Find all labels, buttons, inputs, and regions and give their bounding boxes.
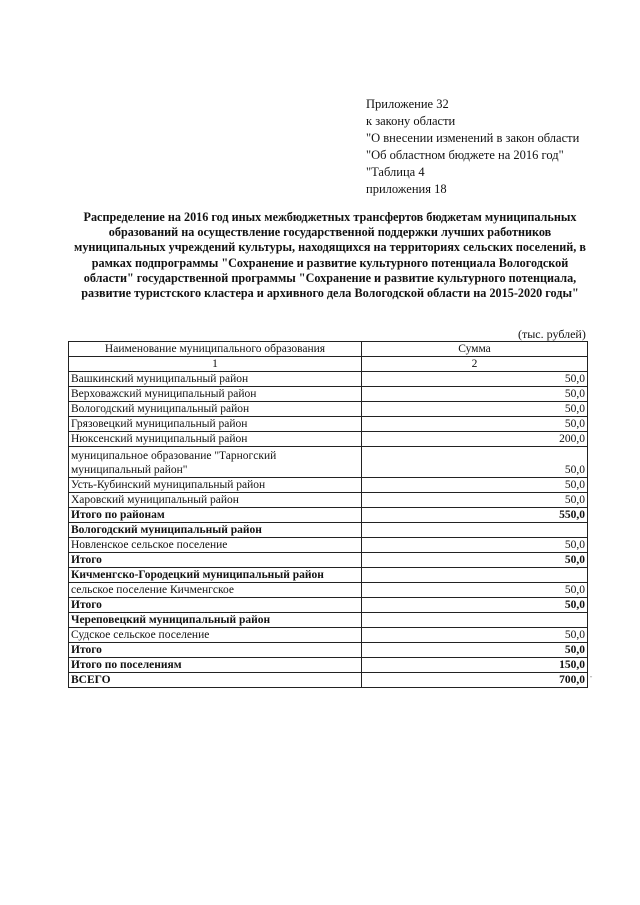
appendix-line: к закону области — [366, 114, 456, 128]
row-value: 50,0 — [362, 553, 588, 568]
row-value: 50,0 — [362, 447, 588, 478]
section-empty-cell — [362, 523, 588, 538]
table-row-grand-total — [69, 673, 588, 688]
header-name: Наименование муниципального образования — [69, 342, 362, 357]
table-row — [69, 538, 588, 553]
table-colnum-row — [69, 357, 588, 372]
row-name: Итого — [69, 553, 362, 568]
table-row-total — [69, 508, 588, 523]
colnum-2: 2 — [362, 357, 588, 372]
table-section-row — [69, 523, 588, 538]
table-row — [69, 417, 588, 432]
row-value: 50,0 — [362, 643, 588, 658]
table-row-total — [69, 643, 588, 658]
units-label: (тыс. рублей) — [518, 327, 586, 341]
row-name: Верховажский муниципальный район — [69, 387, 362, 402]
row-name: ВСЕГО — [69, 673, 362, 688]
allocation-table — [68, 341, 588, 688]
table-row-total — [69, 598, 588, 613]
row-value: 50,0 — [362, 417, 588, 432]
section-empty-cell — [362, 568, 588, 583]
row-name: Харовский муниципальный район — [69, 493, 362, 508]
row-value: 50,0 — [362, 402, 588, 417]
row-value: 50,0 — [362, 387, 588, 402]
section-heading: Череповецкий муниципальный район — [69, 613, 362, 628]
row-name: Итого по поселениям — [69, 658, 362, 673]
appendix-line: "Об областном бюджете на 2016 год" — [366, 148, 564, 162]
row-value: 150,0 — [362, 658, 588, 673]
table-row — [69, 372, 588, 387]
row-name: сельское поселение Кичменгское — [69, 583, 362, 598]
appendix-line: Приложение 32 — [366, 97, 449, 111]
appendix-line: приложения 18 — [366, 182, 447, 196]
row-name: Усть-Кубинский муниципальный район — [69, 478, 362, 493]
table-section-row — [69, 613, 588, 628]
table-row — [69, 628, 588, 643]
row-value: 50,0 — [362, 598, 588, 613]
row-name: Судское сельское поселение — [69, 628, 362, 643]
row-value: 50,0 — [362, 538, 588, 553]
row-name: Итого — [69, 598, 362, 613]
header-sum: Сумма — [362, 342, 588, 357]
row-name: муниципальное образование "Тарногский муниципальный район" — [69, 447, 362, 478]
table-row — [69, 402, 588, 417]
colnum-1: 1 — [69, 357, 362, 372]
row-value: 50,0 — [362, 478, 588, 493]
row-name: Вологодский муниципальный район — [69, 402, 362, 417]
appendix-line: "Таблица 4 — [366, 165, 425, 179]
table-row-total — [69, 658, 588, 673]
table-row — [69, 387, 588, 402]
appendix-line: "О внесении изменений в закон области — [366, 131, 580, 145]
table-row — [69, 583, 588, 598]
row-value: 50,0 — [362, 628, 588, 643]
table-row — [69, 478, 588, 493]
table-header-row — [69, 342, 588, 357]
row-value: 50,0 — [362, 493, 588, 508]
table-row-total — [69, 553, 588, 568]
row-name: Новленское сельское поселение — [69, 538, 362, 553]
row-name: Грязовецкий муниципальный район — [69, 417, 362, 432]
table-row — [69, 447, 588, 478]
appendix-block — [366, 96, 579, 198]
section-empty-cell — [362, 613, 588, 628]
row-value: 200,0 — [362, 432, 588, 447]
row-name: Вашкинский муниципальный район — [69, 372, 362, 387]
table-row — [69, 432, 588, 447]
row-name: Итого — [69, 643, 362, 658]
table-section-row — [69, 568, 588, 583]
table-row — [69, 493, 588, 508]
row-value: 700,0 — [362, 673, 588, 688]
row-value: 50,0 — [362, 583, 588, 598]
margin-quote-mark: " — [590, 676, 593, 682]
section-heading: Кичменгско-Городецкий муниципальный район — [69, 568, 362, 583]
row-name: Нюксенский муниципальный район — [69, 432, 362, 447]
row-name: Итого по районам — [69, 508, 362, 523]
document-title: Распределение на 2016 год иных межбюджетных трансфертов бюджетам муниципальных образований на осуществление государственной поддержки лучших работников муниципальных учреждений культуры, находящихся на территориях сельских поселений, в рамках подпрограммы "Сохранение и развитие культурного потенциала Вологодской области" государственной программы "Сохранение и развитие культурного потенциала, развитие туристского кластера и архивного дела Вологодской области на 2015-2020 годы" — [74, 210, 586, 301]
row-value: 50,0 — [362, 372, 588, 387]
row-value: 550,0 — [362, 508, 588, 523]
section-heading: Вологодский муниципальный район — [69, 523, 362, 538]
